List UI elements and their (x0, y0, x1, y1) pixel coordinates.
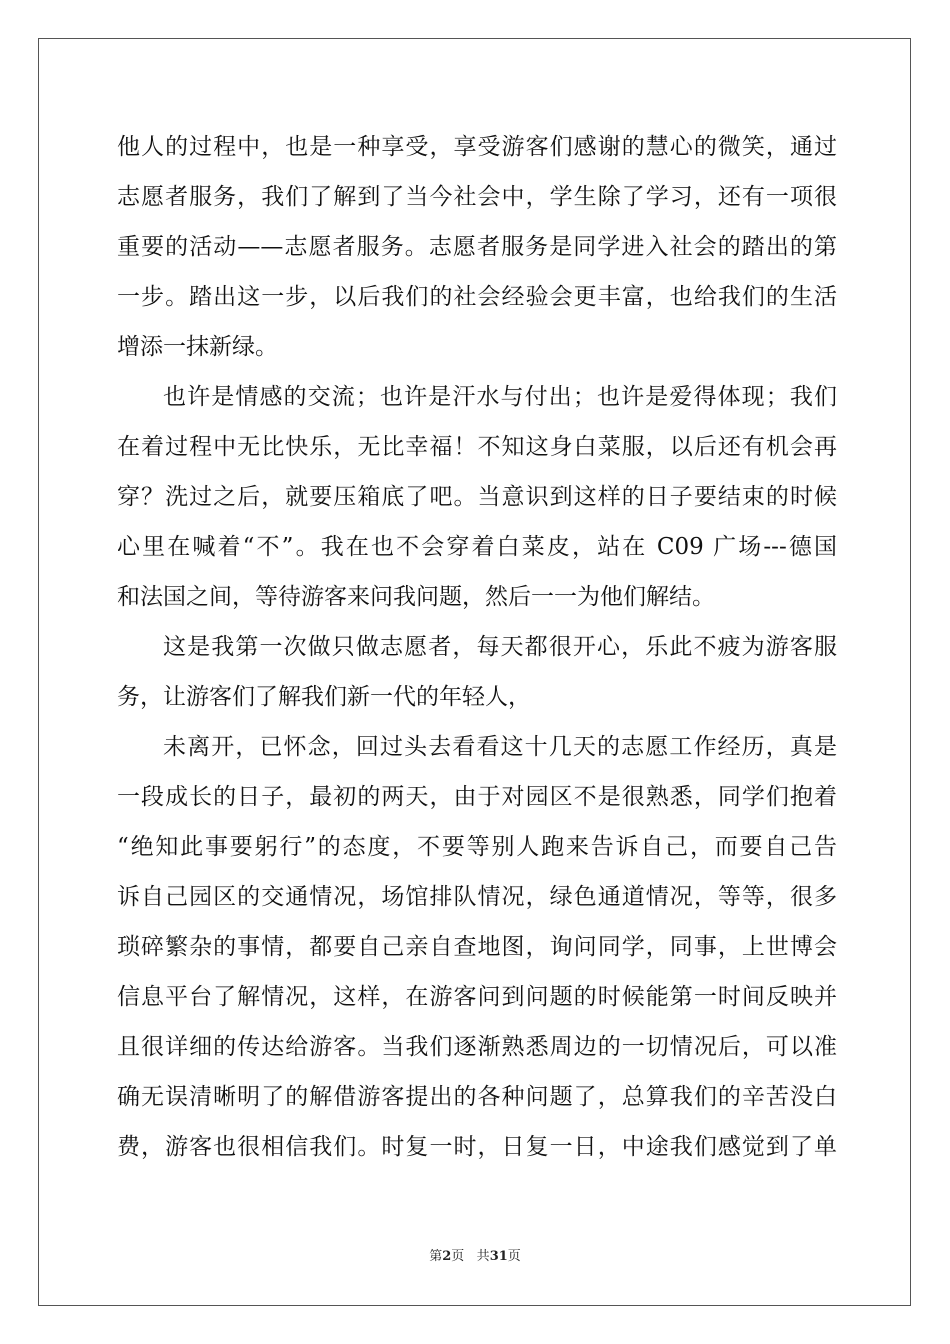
text-line: 信息平台了解情况，这样，在游客问到问题的时候能第一时间反映并 (117, 984, 837, 1010)
text-line: 琐碎繁杂的事情，都要自己亲自查地图，询问同学，同事，上世博会 (117, 934, 837, 960)
text-line: 心里在喊着“不”。我在也不会穿着白菜皮，站在 C09 广场---德国 (117, 534, 837, 560)
page-suffix: 页 (451, 1249, 465, 1264)
text-line: 未离开，已怀念，回过头去看看这十几天的志愿工作经历，真是 (163, 734, 837, 760)
page-prefix: 第 (429, 1249, 443, 1264)
page-footer (0, 1245, 950, 1264)
text-line: 务，让游客们了解我们新一代的年轻人， (117, 684, 531, 710)
text-line: 重要的活动——志愿者服务。志愿者服务是同学进入社会的踏出的第 (117, 234, 837, 260)
text-line: 诉自己园区的交通情况，场馆排队情况，绿色通道情况，等等，很多 (117, 884, 837, 910)
text-line: “绝知此事要躬行”的态度，不要等别人跑来告诉自己，而要自己告 (117, 834, 837, 860)
text-line: 他人的过程中，也是一种享受，享受游客们感谢的慧心的微笑，通过 (117, 134, 837, 160)
text-line: 增添一抹新绿。 (117, 334, 278, 360)
text-line: 这是我第一次做只做志愿者，每天都很开心，乐此不疲为游客服 (163, 634, 837, 660)
text-line: 费，游客也很相信我们。时复一时，日复一日，中途我们感觉到了单 (117, 1134, 837, 1160)
text-line: 也许是情感的交流；也许是汗水与付出；也许是爱得体现；我们 (163, 384, 837, 410)
text-line: 和法国之间，等待游客来问我问题，然后一一为他们解结。 (117, 584, 715, 610)
page-number: 2 (442, 1249, 452, 1264)
text-line: 志愿者服务，我们了解到了当今社会中，学生除了学习，还有一项很 (117, 184, 837, 210)
text-line: 且很详细的传达给游客。当我们逐渐熟悉周边的一切情况后，可以准 (117, 1034, 837, 1060)
total-suffix: 页 (507, 1249, 521, 1264)
total-pages: 31 (489, 1249, 508, 1264)
total-prefix: 共 (476, 1249, 490, 1264)
text-line: 穿？洗过之后，就要压箱底了吧。当意识到这样的日子要结束的时候 (117, 484, 837, 510)
text-line: 在着过程中无比快乐，无比幸福！不知这身白菜服，以后还有机会再 (117, 434, 837, 460)
document-body (117, 122, 837, 1172)
text-line: 一段成长的日子，最初的两天，由于对园区不是很熟悉，同学们抱着 (117, 784, 837, 810)
text-line: 一步。踏出这一步，以后我们的社会经验会更丰富，也给我们的生活 (117, 284, 837, 310)
text-line: 确无误清晰明了的解借游客提出的各种问题了，总算我们的辛苦没白 (117, 1084, 837, 1110)
